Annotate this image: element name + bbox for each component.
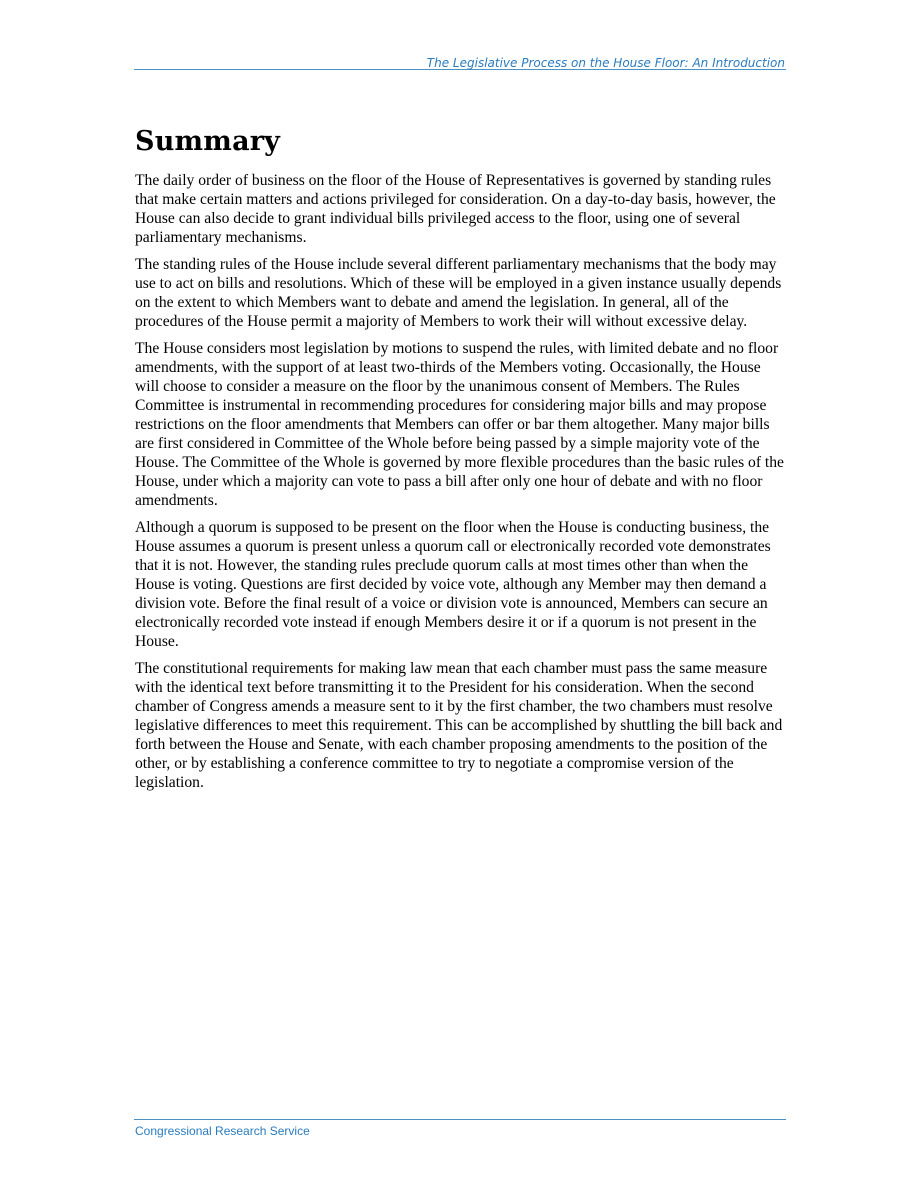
- summary-paragraph-4: Although a quorum is supposed to be present on the floor when the House is conducting business, the House assumes a quorum is present unless a quorum call or electronically recorded vote demonstrates that it is not. However, the standing rules preclude quorum calls at most times other than when the House is voting. Questions are first decided by voice vote, although any Member may then demand a division vote. Before the final result of a voice or division vote is announced, Members can secure an electronically recorded vote instead if enough Members desire it or if a quorum is not present in the House.: [135, 519, 771, 650]
- section-heading: Summary: [135, 126, 281, 157]
- running-footer: [134, 1119, 786, 1138]
- summary-paragraph-5: The constitutional requirements for making law mean that each chamber must pass the same measure with the identical text before transmitting it to the President for his consideration. When the second chamber of Congress amends a measure sent to it by the first chamber, the two chambers must resolve legislative differences to meet this requirement. This can be accomplished by shuttling the bill back and forth between the House and Senate, with each chamber proposing amendments to the position of the other, or by establishing a conference committee to try to negotiate a compromise version of the legislation.: [135, 660, 783, 791]
- summary-paragraph-1: The daily order of business on the floor of the House of Representatives is governed by standing rules that make certain matters and actions privileged for consideration. On a day-to-day basis, however, the House can also decide to grant individual bills privileged access to the floor, using one of several parliamentary mechanisms.: [135, 172, 776, 246]
- document-body: [135, 122, 787, 800]
- summary-paragraph-3: The House considers most legislation by motions to suspend the rules, with limited debate and no floor amendments, with the support of at least two-thirds of the Members voting. Occasionally, the House will choose to consider a measure on the floor by the unanimous consent of Members. The Rules Committee is instrumental in recommending procedures for considering major bills and may propose restrictions on the floor amendments that Members can offer or bar them altogether. Many major bills are first considered in Committee of the Whole before being passed by a simple majority vote of the House. The Committee of the Whole is governed by more flexible procedures than the basic rules of the House, under which a majority can vote to pass a bill after only one hour of debate and with no floor amendments.: [135, 340, 784, 509]
- running-header: [134, 53, 786, 70]
- footer-organization: Congressional Research Service: [135, 1124, 310, 1138]
- summary-paragraph-2: The standing rules of the House include several different parliamentary mechanisms that the body may use to act on bills and resolutions. Which of these will be employed in a given instance usually depends on the extent to which Members want to debate and amend the legislation. In general, all of the procedures of the House permit a majority of Members to work their will without excessive delay.: [135, 256, 782, 330]
- running-header-title: The Legislative Process on the House Floor: An Introduction: [426, 56, 785, 70]
